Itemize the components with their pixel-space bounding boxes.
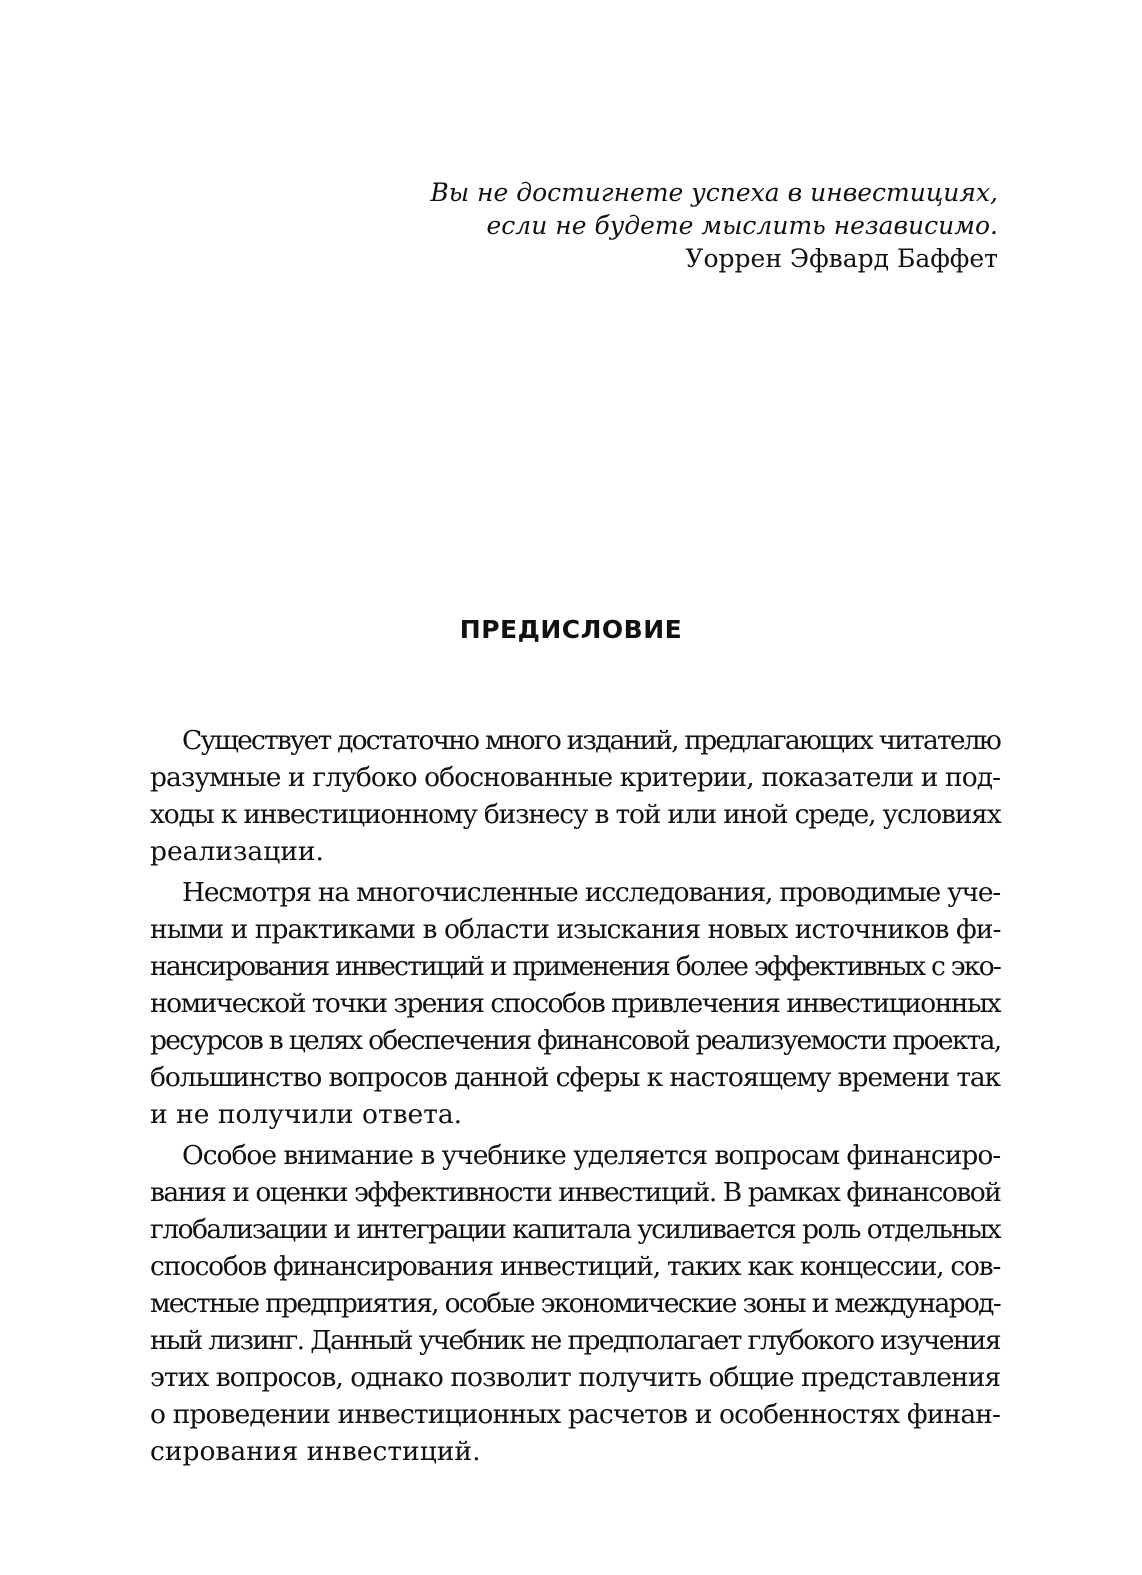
epigraph	[430, 176, 998, 275]
text-line: и не получили ответа.	[150, 1099, 463, 1130]
text-line: Особое внимание в учебнике уделяется вопросам финансиро-	[182, 1140, 1001, 1171]
text-line: сирования инвестиций.	[150, 1436, 481, 1467]
text-line: этих вопросов, однако позволит получить общие представления	[150, 1362, 1001, 1393]
epigraph-author: Уоррен Эфвард Баффет	[685, 244, 998, 273]
text-line: нансирования инвестиций и применения более эффективных с эко-	[150, 951, 1001, 982]
text-line: ресурсов в целях обеспечения финансовой реализуемости проекта,	[150, 1025, 1001, 1056]
epigraph-quote-line: Вы не достигнете успеха в инвестициях,	[430, 178, 998, 207]
paragraph-3	[150, 1137, 1000, 1470]
text-line: о проведении инвестиционных расчетов и особенностях финан-	[150, 1399, 1001, 1430]
text-line: большинство вопросов данной сферы к настоящему времени так	[150, 1062, 1000, 1093]
text-line: разумные и глубоко обоснованные критерии, показатели и под-	[150, 762, 1001, 793]
paragraph-2	[150, 874, 1000, 1133]
text-line: ными и практиками в области изыскания новых источников фи-	[150, 914, 1001, 945]
text-line: способов финансирования инвестиций, таких как концессии, сов-	[150, 1251, 1000, 1282]
page-heading: ПРЕДИСЛОВИЕ	[459, 615, 683, 644]
text-line: ный лизинг. Данный учебник не предполагает глубокого изучения	[150, 1325, 1000, 1356]
paragraph-1	[150, 722, 1000, 870]
text-line: вания и оценки эффективности инвестиций. В рамках финансовой	[150, 1177, 1001, 1208]
text-line: Несмотря на многочисленные исследования, проводимые уче-	[182, 877, 1000, 908]
text-line: ходы к инвестиционному бизнесу в той или иной среде, условиях	[150, 799, 1001, 830]
text-line: номической точки зрения способов привлечения инвестиционных	[150, 988, 1000, 1019]
body-text	[150, 722, 1000, 1474]
text-line: местные предприятия, особые экономические зоны и международ-	[150, 1288, 1000, 1319]
text-line: реализации.	[150, 836, 324, 867]
text-line: Существует достаточно много изданий, предлагающих читателю	[182, 725, 1000, 756]
epigraph-quote-line: если не будете мыслить независимо.	[486, 211, 998, 240]
text-line: глобализации и интеграции капитала усиливается роль отдельных	[150, 1214, 1001, 1245]
